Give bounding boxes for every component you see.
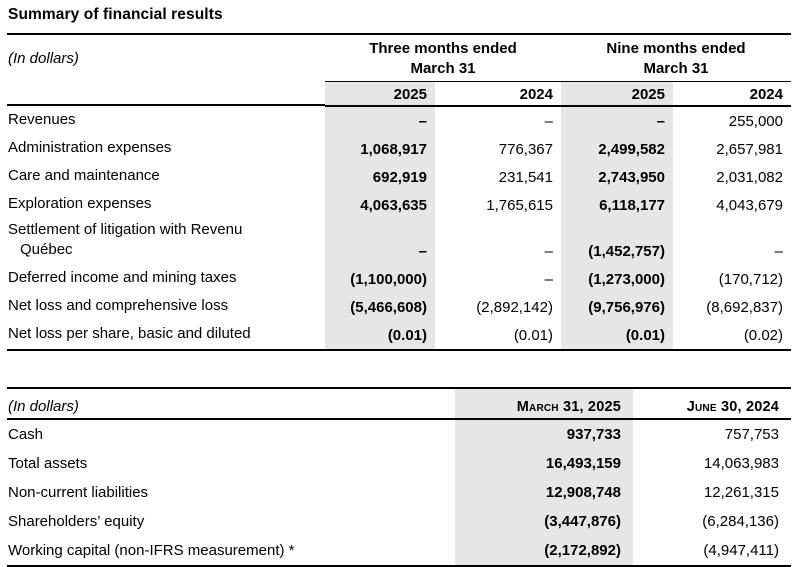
cell-value: 12,261,315 bbox=[703, 484, 779, 501]
table1-year-header-row bbox=[7, 81, 791, 107]
row-label: Administration expenses bbox=[8, 139, 172, 156]
cell-value: 255,000 bbox=[728, 113, 783, 130]
table2-body bbox=[7, 420, 791, 565]
table-row bbox=[7, 536, 791, 565]
cell-value: 2,031,082 bbox=[716, 169, 783, 186]
cell-value: (1,100,000) bbox=[325, 265, 435, 293]
table1-colgroup-three-months bbox=[325, 35, 561, 81]
cell-value: (6,284,136) bbox=[702, 513, 779, 530]
cell-value: – bbox=[544, 113, 553, 130]
row-label: Net loss per share, basic and diluted bbox=[8, 325, 251, 342]
table-row bbox=[7, 321, 791, 349]
cell-value: 1,765,615 bbox=[486, 197, 553, 214]
cell-value: 937,733 bbox=[455, 420, 633, 449]
colgroup-line2: March 31 bbox=[643, 60, 709, 77]
table-row bbox=[7, 135, 791, 163]
table1-group-header-row bbox=[7, 35, 791, 81]
cell-value: (0.01) bbox=[325, 321, 435, 349]
row-label: Cash bbox=[8, 426, 44, 443]
table-row bbox=[7, 293, 791, 321]
year-header-2025-q: 2025 bbox=[325, 81, 435, 107]
col-header-march-31-2025: March 31, 2025 bbox=[455, 389, 633, 420]
balance-sheet-table bbox=[7, 387, 791, 567]
cell-value: (2,892,142) bbox=[476, 299, 553, 316]
quarterly-results-table bbox=[7, 33, 791, 351]
table-row bbox=[7, 420, 791, 449]
col-header-june-30-2024: June 30, 2024 bbox=[633, 389, 791, 420]
page-title: Summary of financial results bbox=[8, 6, 223, 23]
cell-value: (2,172,892) bbox=[455, 536, 633, 565]
cell-value: – bbox=[325, 219, 435, 265]
row-label: Net loss and comprehensive loss bbox=[8, 297, 229, 314]
cell-value: – bbox=[774, 243, 783, 260]
cell-value: 757,753 bbox=[724, 426, 779, 443]
row-label: Total assets bbox=[8, 455, 88, 472]
cell-value: 1,068,917 bbox=[325, 135, 435, 163]
cell-value: – bbox=[544, 243, 553, 260]
cell-value: – bbox=[561, 107, 673, 135]
cell-value: 2,657,981 bbox=[716, 141, 783, 158]
table-row bbox=[7, 507, 791, 536]
row-label: Revenues bbox=[8, 111, 76, 128]
colgroup-line2: March 31 bbox=[410, 60, 476, 77]
cell-value: 692,919 bbox=[325, 163, 435, 191]
table-row bbox=[7, 191, 791, 219]
row-label: Exploration expenses bbox=[8, 195, 152, 212]
colgroup-line1: Nine months ended bbox=[606, 40, 746, 57]
cell-value: (0.02) bbox=[743, 327, 783, 344]
cell-value: 4,043,679 bbox=[716, 197, 783, 214]
cell-value: (1,273,000) bbox=[561, 265, 673, 293]
cell-value: 2,499,582 bbox=[561, 135, 673, 163]
cell-value: 12,908,748 bbox=[455, 478, 633, 507]
table-row bbox=[7, 107, 791, 135]
cell-value: 776,367 bbox=[498, 141, 553, 158]
row-label: Deferred income and mining taxes bbox=[8, 269, 237, 286]
table-row bbox=[7, 163, 791, 191]
cell-value: 14,063,983 bbox=[703, 455, 779, 472]
cell-value: (5,466,608) bbox=[325, 293, 435, 321]
cell-value: (9,756,976) bbox=[561, 293, 673, 321]
cell-value: (4,947,411) bbox=[703, 542, 779, 559]
cell-value: – bbox=[325, 107, 435, 135]
cell-value: (3,447,876) bbox=[455, 507, 633, 536]
table-row bbox=[7, 265, 791, 293]
cell-value: – bbox=[544, 271, 553, 288]
cell-value: (0.01) bbox=[561, 321, 673, 349]
colgroup-line1: Three months ended bbox=[369, 40, 517, 57]
table1-unit-label: (In dollars) bbox=[8, 49, 79, 67]
cell-value: (170,712) bbox=[718, 271, 783, 288]
cell-value: 6,118,177 bbox=[561, 191, 673, 219]
row-label: Shareholders’ equity bbox=[8, 513, 145, 530]
table1-body bbox=[7, 107, 791, 349]
row-label: Non-current liabilities bbox=[8, 484, 149, 501]
table2-unit-label: (In dollars) bbox=[7, 389, 455, 420]
cell-value: 16,493,159 bbox=[455, 449, 633, 478]
cell-value: (8,692,837) bbox=[706, 299, 783, 316]
cell-value: (0.01) bbox=[513, 327, 553, 344]
year-header-2025-ytd: 2025 bbox=[561, 81, 673, 107]
row-label: Care and maintenance bbox=[8, 167, 160, 184]
row-label-line2: Québec bbox=[20, 241, 73, 258]
table2-header-row bbox=[7, 389, 791, 420]
cell-value: 2,743,950 bbox=[561, 163, 673, 191]
row-label-line1: Settlement of litigation with Revenu bbox=[8, 221, 243, 238]
year-header-2024-q: 2024 bbox=[435, 81, 561, 107]
year-header-spacer bbox=[7, 81, 325, 106]
cell-value: 231,541 bbox=[498, 169, 553, 186]
table-row bbox=[7, 449, 791, 478]
cell-value: 4,063,635 bbox=[325, 191, 435, 219]
cell-value: (1,452,757) bbox=[561, 219, 673, 265]
row-label bbox=[7, 219, 325, 265]
table-row bbox=[7, 219, 791, 265]
table1-colgroup-nine-months bbox=[561, 35, 791, 81]
year-header-2024-ytd: 2024 bbox=[673, 81, 791, 107]
row-label: Working capital (non-IFRS measurement) * bbox=[8, 542, 295, 559]
table-row bbox=[7, 478, 791, 507]
